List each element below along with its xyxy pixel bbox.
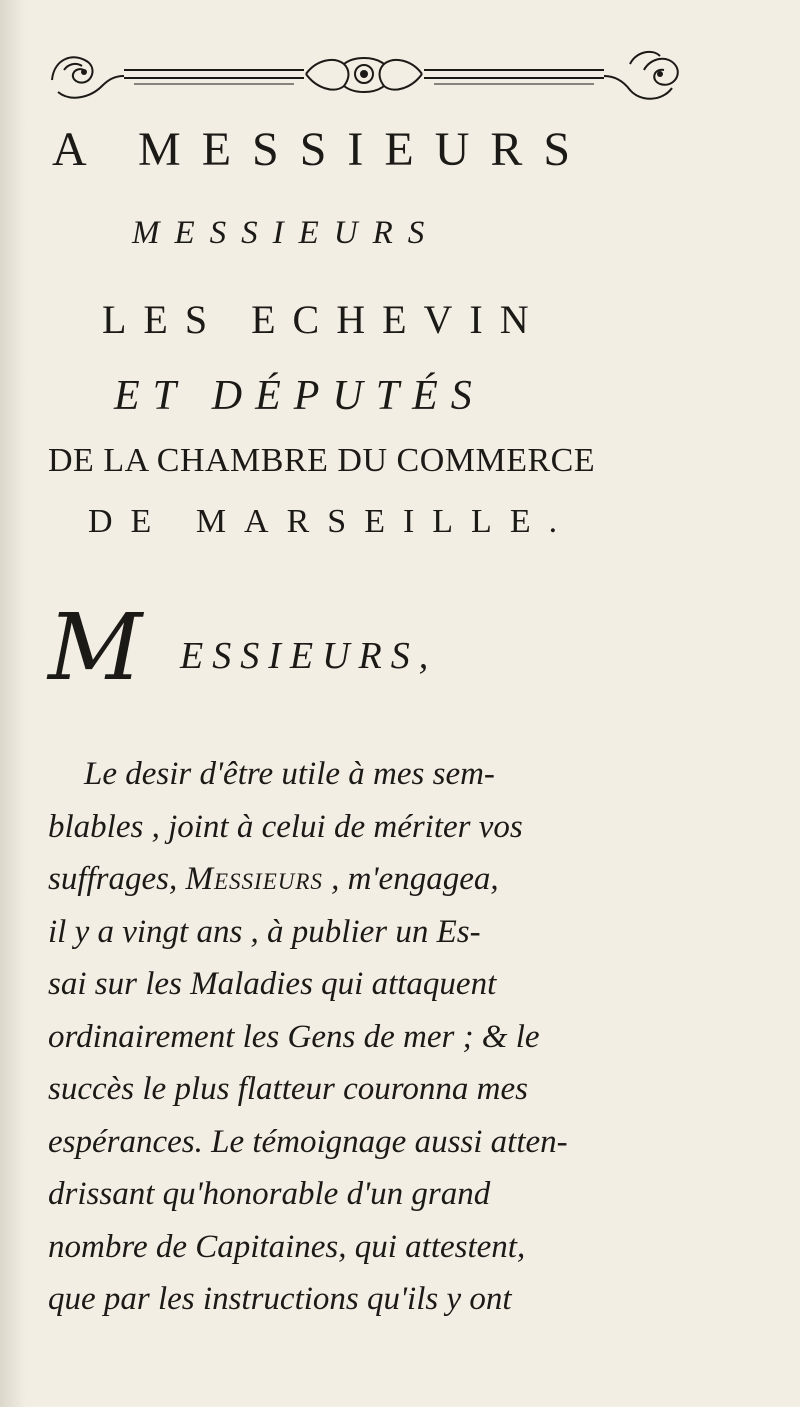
body-line: ordinairement les Gens de mer ; & le (48, 1018, 540, 1055)
body-line: drissant qu'honorable d'un grand (48, 1176, 491, 1212)
heading-line-4: ET DÉPUTÉS (114, 373, 485, 419)
floral-headpiece-ornament-icon (44, 40, 684, 110)
drop-cap-initial: M (48, 594, 143, 701)
body-line: espérances. Le témoignage aussi atten- (48, 1123, 568, 1160)
heading-line-2: MESSIEURS (132, 215, 440, 251)
body-line: Le desir d'être utile à mes sem- (84, 756, 495, 792)
salutation (48, 594, 608, 704)
body-line-segment: , m'engagea, (322, 861, 499, 897)
page-gutter-shadow (0, 0, 26, 1407)
body-line (48, 853, 768, 906)
body-line-segment: suffrages, (48, 861, 186, 897)
body-text (48, 748, 768, 1326)
body-line: blables , joint à celui de mériter vos (48, 808, 523, 845)
body-line: sai sur les Maladies qui attaquent (48, 966, 497, 1002)
heading-line-5: DE LA CHAMBRE DU COMMERCE (48, 442, 596, 479)
body-line: il y a vingt ans , à publier un Es- (48, 913, 481, 950)
body-line: que par les instructions qu'ils y ont (48, 1281, 512, 1317)
heading-line-3: LES ECHEVIN (102, 297, 546, 342)
heading-line-6: DE MARSEILLE. (88, 503, 576, 540)
body-line: succès le plus flatteur couronna mes (48, 1071, 528, 1107)
heading-line-1: A MESSIEURS (52, 123, 592, 176)
inline-messieurs: Messieurs (185, 861, 323, 897)
body-line: nombre de Capitaines, qui attestent, (48, 1228, 526, 1265)
salutation-rest: ESSIEURS, (180, 635, 438, 677)
